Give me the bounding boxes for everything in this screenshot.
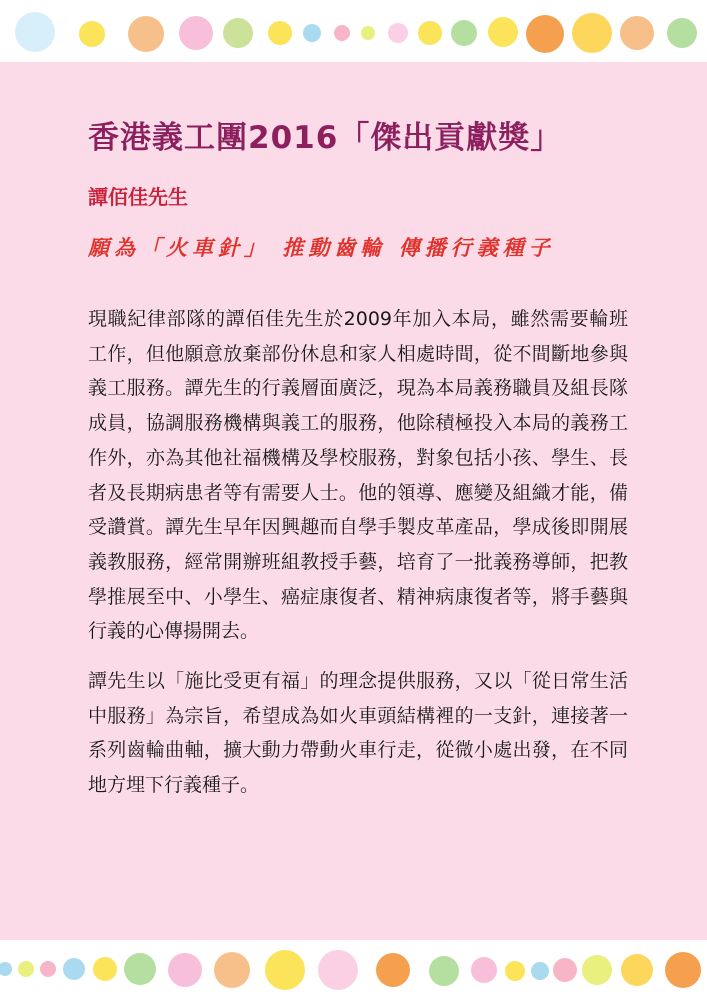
decorative-dot-border xyxy=(553,958,577,982)
decorative-dot-border xyxy=(124,953,156,985)
decorative-dot-border xyxy=(18,961,34,977)
decorative-dot-border xyxy=(505,961,525,981)
decorative-dot-border xyxy=(388,23,408,43)
decorative-dot-border xyxy=(526,15,564,53)
decorative-dot-border xyxy=(471,957,497,983)
decorative-dot-border xyxy=(488,17,518,47)
decorative-dot-border xyxy=(15,12,55,52)
slogan: 願為「火車針」 推動齒輪 傳播行義種子 xyxy=(88,235,555,260)
decorative-dot-border xyxy=(63,958,85,980)
decorative-dot-border xyxy=(667,18,697,48)
decorative-dot-border xyxy=(531,962,549,980)
decorative-dot-border xyxy=(361,26,375,40)
decorative-dot-border xyxy=(268,21,292,45)
bottom-dot-border xyxy=(0,940,707,1000)
paragraph-1: 現職紀律部隊的譚佰佳先生於2009年加入本局，雖然需要輪班工作，但他願意放棄部份休息和家人相處時間，從不間斷地參與義工服務。譚先生的行義層面廣泛，現為本局義務職員及組長隊成員，協調服務機構與義工的服務，他除積極投入本局的義務工作外，亦為其他社福機構及學校服務，對象包括小孩、學生、長者及長期病患者等有需要人士。他的領導、應變及組織才能，備受讚賞。譚先生早年因興趣而自學手製皮革產品，學成後即開展義教服務，經常開辦班組教授手藝，培育了一批義務導師，把教學推展至中、小學生、癌症康復者、精神病康復者等，將手藝與行義的心傳揚開去。 xyxy=(88,308,628,643)
top-dot-border xyxy=(0,0,707,62)
decorative-dot-border xyxy=(429,956,459,986)
article-body xyxy=(88,302,628,818)
decorative-dot-border xyxy=(0,962,12,976)
decorative-dot-border xyxy=(318,950,358,990)
decorative-dot-border xyxy=(128,16,164,52)
decorative-dot-border xyxy=(451,20,477,46)
decorative-dot-border xyxy=(40,961,56,977)
decorative-dot-border xyxy=(620,16,654,50)
decorative-dot-border xyxy=(223,18,253,48)
decorative-dot-border xyxy=(265,950,305,990)
decorative-dot-border xyxy=(303,24,321,42)
decorative-dot-border xyxy=(582,955,612,985)
decorative-dot-border xyxy=(214,952,250,988)
awardee-name: 譚佰佳先生 xyxy=(88,185,188,209)
decorative-dot-border xyxy=(179,16,213,50)
decorative-dot-border xyxy=(334,25,350,41)
decorative-dot-border xyxy=(93,957,117,981)
decorative-dot-border xyxy=(418,21,442,45)
decorative-dot-border xyxy=(665,952,701,988)
page-title: 香港義工團2016「傑出貢獻獎」 xyxy=(88,120,563,156)
decorative-dot-border xyxy=(572,13,612,53)
decorative-dot-border xyxy=(168,953,202,987)
decorative-dot-border xyxy=(621,954,653,986)
decorative-dot-border xyxy=(376,953,410,987)
paragraph-2: 譚先生以「施比受更有福」的理念提供服務，又以「從日常生活中服務」為宗旨，希望成為如火車頭結構裡的一支針，連接著一系列齒輪曲軸，擴大動力帶動火車行走，從微小處出發，在不同地方埋下行義種子。 xyxy=(88,670,628,797)
decorative-dot-border xyxy=(79,21,105,47)
